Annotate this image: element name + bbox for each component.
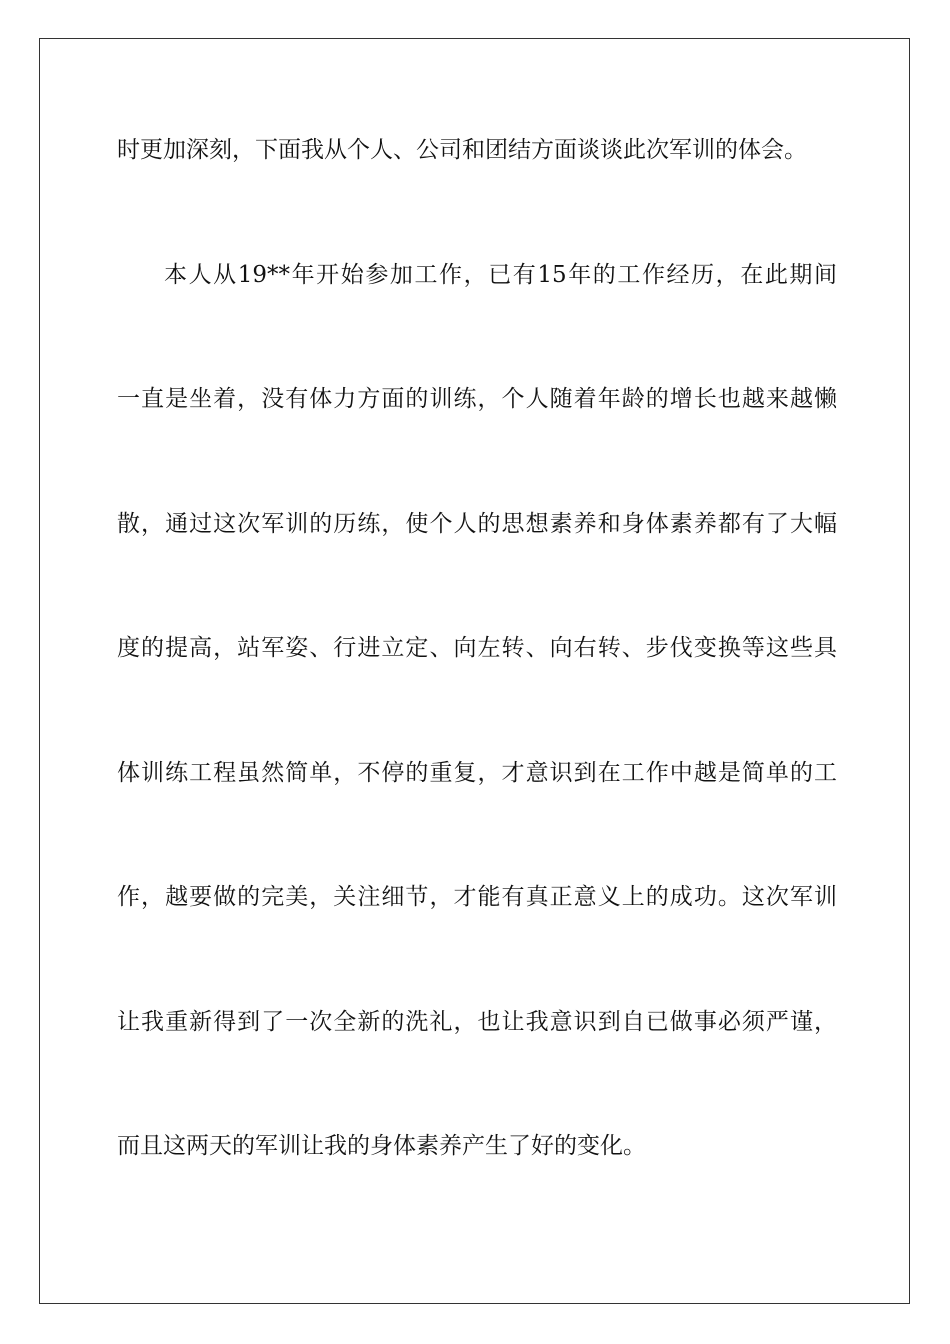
text-line-3: 一直是坐着，没有体力方面的训练，个人随着年龄的增长也越来越懒 <box>117 386 837 412</box>
page-border <box>39 38 910 1304</box>
text-line-8: 让我重新得到了一次全新的洗礼，也让我意识到自已做事必须严谨， <box>117 1009 837 1035</box>
text-line-9: 而且这两天的军训让我的身体素养产生了好的变化。 <box>117 1133 646 1159</box>
text-line-2: 本人从19**年开始参加工作，已有15年的工作经历，在此期间 <box>164 262 837 288</box>
text-line-6: 体训练工程虽然简单，不停的重复，才意识到在工作中越是简单的工 <box>117 760 837 786</box>
text-line-1: 时更加深刻，下面我从个人、公司和团结方面谈谈此次军训的体会。 <box>117 137 807 163</box>
text-line-7: 作，越要做的完美，关注细节，才能有真正意义上的成功。这次军训 <box>117 884 837 910</box>
text-line-4: 散，通过这次军训的历练，使个人的思想素养和身体素养都有了大幅 <box>117 511 837 537</box>
text-line-5: 度的提高，站军姿、行进立定、向左转、向右转、步伐变换等这些具 <box>117 635 837 661</box>
